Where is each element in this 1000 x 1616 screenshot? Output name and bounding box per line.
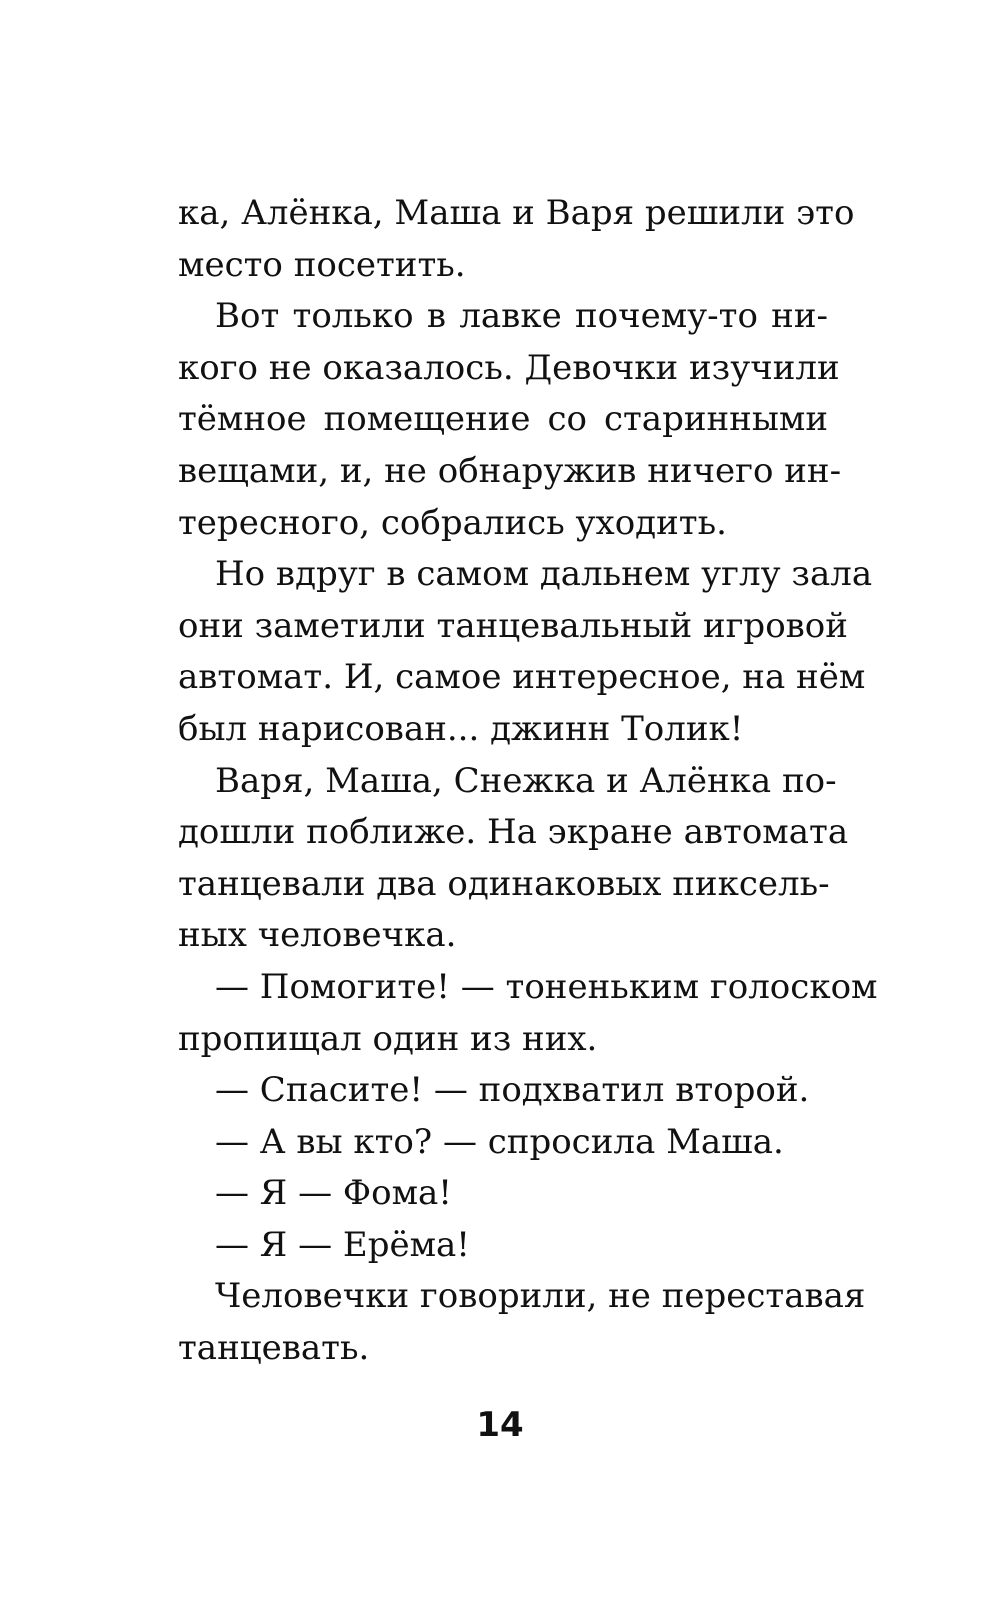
text-line-18: — Спасите! — подхватил второй. <box>215 1070 810 1111</box>
text-line-7: тересного, собрались уходить. <box>178 502 727 543</box>
body-text <box>178 188 878 1375</box>
text-line-15: ных человечка. <box>178 915 457 956</box>
text-line-20: — Я — Фома! <box>215 1173 452 1214</box>
text-line-13: дошли поближе. На экране автомата <box>178 812 849 853</box>
text-line-10: автомат. И, самое интересное, на нём <box>178 657 866 698</box>
text-line-5: тёмное помещение со старинными <box>178 399 828 440</box>
page-number: 14 <box>476 1405 524 1445</box>
text-line-14: танцевали два одинаковых пиксель- <box>178 863 830 904</box>
text-line-19: — А вы кто? — спросила Маша. <box>215 1121 784 1162</box>
text-line-4: кого не оказалось. Девочки изучили <box>178 347 840 388</box>
text-line-11: был нарисован... джинн Толик! <box>178 708 744 749</box>
text-line-22: Человечки говорили, не переставая <box>215 1276 866 1317</box>
text-line-6: вещами, и, не обнаружив ничего ин- <box>178 450 842 491</box>
text-line-2: место посетить. <box>178 244 466 285</box>
text-line-9: они заметили танцевальный игровой <box>178 605 848 646</box>
text-line-8: Но вдруг в самом дальнем углу зала <box>215 554 873 595</box>
text-line-3: Вот только в лавке почему-то ни- <box>215 296 828 337</box>
text-line-21: — Я — Ерёма! <box>215 1224 470 1265</box>
text-line-17: пропищал один из них. <box>178 1018 598 1059</box>
text-line-23: танцевать. <box>178 1328 370 1369</box>
text-line-12: Варя, Маша, Снежка и Алёнка по- <box>215 760 837 801</box>
text-line-16: — Помогите! — тоненьким голоском <box>215 966 878 1007</box>
text-line-1: ка, Алёнка, Маша и Варя решили это <box>178 193 855 233</box>
